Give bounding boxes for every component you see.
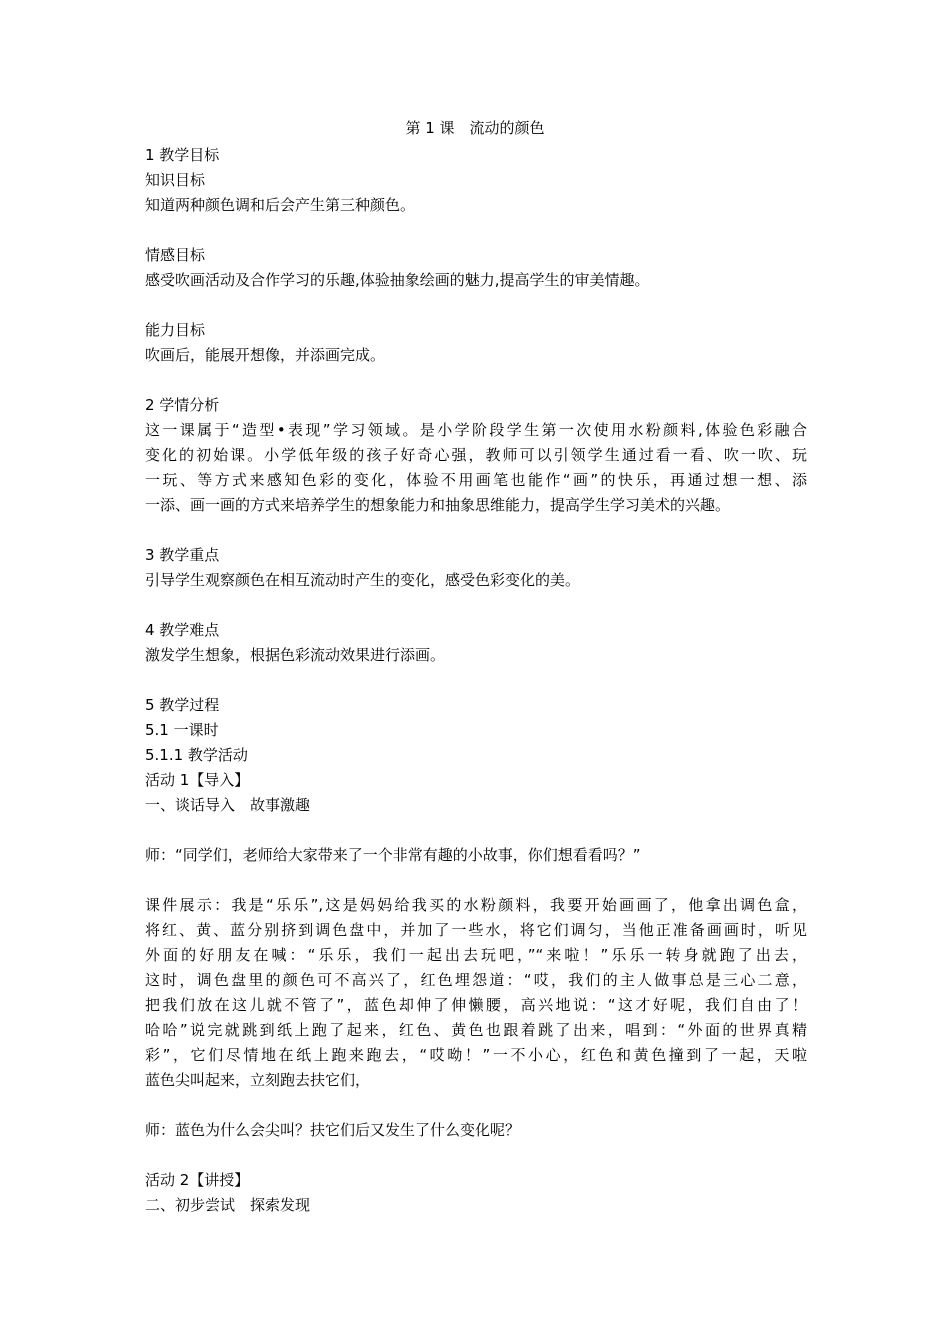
text-line: 知识目标 (145, 171, 206, 189)
blank-line (145, 868, 807, 893)
blank-line (145, 593, 807, 618)
blank-line (145, 368, 807, 393)
blank-line (145, 293, 807, 318)
text-line: 外面的好朋友在喊：“乐乐，我们一起出去玩吧，”“来啦！”乐乐一转身就跑了出去， (145, 946, 807, 964)
text-line: 情感目标 (145, 246, 206, 264)
text-line: 知道两种颜色调和后会产生第三种颜色。 (145, 196, 416, 214)
text-line: 能力目标 (145, 321, 206, 339)
text-line: 2 学情分析 (145, 396, 220, 414)
text-line: 一、谈话导入 故事激趣 (145, 796, 311, 814)
text-line: 感受吹画活动及合作学习的乐趣,体验抽象绘画的魅力,提高学生的审美情趣。 (145, 271, 650, 289)
text-line: 一添、画一画的方式来培养学生的想象能力和抽象思维能力，提高学生学习美术的兴趣。 (145, 496, 731, 514)
text-line: 师：“同学们，老师给大家带来了一个非常有趣的小故事，你们想看看吗？” (145, 846, 641, 864)
blank-line (145, 818, 807, 843)
document-body (145, 143, 807, 1218)
text-line: 5 教学过程 (145, 696, 220, 714)
lesson-title: 第 1 课 流动的颜色 (405, 119, 545, 137)
blank-line (145, 668, 807, 693)
text-line: 把我们放在这儿就不管了”，蓝色却伸了伸懒腰，高兴地说：“这才好呢，我们自由了！ (145, 996, 807, 1014)
blank-line (145, 218, 807, 243)
text-line: 哈哈”说完就跳到纸上跑了起来，红色、黄色也跟着跳了出来，唱到：“外面的世界真精 (145, 1021, 807, 1039)
text-line: 变化的初始课。小学低年级的孩子好奇心强，教师可以引领学生通过看一看、吹一吹、玩 (145, 446, 807, 464)
text-line: 一玩、等方式来感知色彩的变化，体验不用画笔也能作“画”的快乐，再通过想一想、添 (145, 471, 807, 489)
text-line: 课件展示：我是“乐乐”,这是妈妈给我买的水粉颜料，我要开始画画了，他拿出调色盒， (145, 896, 807, 914)
text-line: 将红、黄、蓝分别挤到调色盘中，并加了一些水，将它们调匀，当他正准备画画时，听见 (145, 921, 807, 939)
text-line: 引导学生观察颜色在相互流动时产生的变化，感受色彩变化的美。 (145, 571, 581, 589)
text-line: 活动 2【讲授】 (145, 1171, 250, 1189)
text-line: 蓝色尖叫起来，立刻跑去扶它们， (145, 1071, 371, 1089)
text-line: 这时，调色盘里的颜色可不高兴了，红色埋怨道：“哎，我们的主人做事总是三心二意， (145, 971, 807, 989)
text-line: 5.1 一课时 (145, 721, 219, 739)
text-line: 3 教学重点 (145, 546, 220, 564)
text-line: 吹画后，能展开想像，并添画完成。 (145, 346, 386, 364)
text-line: 4 教学难点 (145, 621, 220, 639)
blank-line (145, 1093, 807, 1118)
text-line: 激发学生想象，根据色彩流动效果进行添画。 (145, 646, 446, 664)
text-line: 活动 1【导入】 (145, 771, 250, 789)
text-line: 5.1.1 教学活动 (145, 746, 248, 764)
text-line: 这一课属于“造型•表现”学习领域。是小学阶段学生第一次使用水粉颜料,体验色彩融合 (145, 421, 807, 439)
text-line: 1 教学目标 (145, 146, 220, 164)
blank-line (145, 518, 807, 543)
text-line: 师：蓝色为什么会尖叫？扶它们后又发生了什么变化呢？ (145, 1121, 521, 1139)
text-line: 彩”，它们尽情地在纸上跑来跑去，“哎呦！”一不小心，红色和黄色撞到了一起，天啦 (145, 1046, 807, 1064)
text-line: 二、初步尝试 探索发现 (145, 1196, 311, 1214)
blank-line (145, 1143, 807, 1168)
